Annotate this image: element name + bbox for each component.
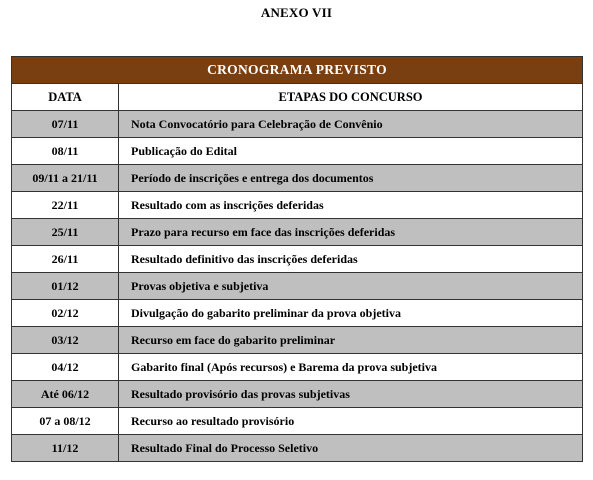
row-step: Divulgação do gabarito preliminar da prova objetiva (119, 300, 583, 327)
row-date: 26/11 (12, 246, 119, 273)
row-date: 07 a 08/12 (12, 408, 119, 435)
table-row (12, 273, 583, 300)
table-banner-row (12, 57, 583, 84)
row-date: 08/11 (12, 138, 119, 165)
row-date: 09/11 a 21/11 (12, 165, 119, 192)
table-header-row (12, 84, 583, 111)
table-banner: CRONOGRAMA PREVISTO (12, 57, 583, 84)
step-column-header: ETAPAS DO CONCURSO (119, 84, 583, 111)
table-row (12, 138, 583, 165)
table-row (12, 111, 583, 138)
table-row (12, 327, 583, 354)
schedule-table (11, 56, 583, 462)
row-step: Resultado provisório das provas subjetivas (119, 381, 583, 408)
row-date: 22/11 (12, 192, 119, 219)
row-date: 04/12 (12, 354, 119, 381)
row-date: 07/11 (12, 111, 119, 138)
table-row (12, 354, 583, 381)
row-step: Resultado com as inscrições deferidas (119, 192, 583, 219)
row-step: Provas objetiva e subjetiva (119, 273, 583, 300)
row-step: Recurso ao resultado provisório (119, 408, 583, 435)
table-row (12, 246, 583, 273)
row-date: 01/12 (12, 273, 119, 300)
row-step: Nota Convocatório para Celebração de Convênio (119, 111, 583, 138)
table-row (12, 381, 583, 408)
row-step: Recurso em face do gabarito preliminar (119, 327, 583, 354)
row-date: 03/12 (12, 327, 119, 354)
table-row (12, 408, 583, 435)
table-body (12, 111, 583, 462)
row-date: Até 06/12 (12, 381, 119, 408)
table-row (12, 300, 583, 327)
row-date: 02/12 (12, 300, 119, 327)
table-row (12, 192, 583, 219)
annex-title: ANEXO VII (260, 5, 333, 20)
table-row (12, 219, 583, 246)
row-date: 11/12 (12, 435, 119, 462)
row-step: Resultado definitivo das inscrições deferidas (119, 246, 583, 273)
row-step: Período de inscrições e entrega dos documentos (119, 165, 583, 192)
table-row (12, 435, 583, 462)
row-step: Gabarito final (Após recursos) e Barema da prova subjetiva (119, 354, 583, 381)
date-column-header: DATA (12, 84, 119, 111)
row-step: Publicação do Edital (119, 138, 583, 165)
row-step: Resultado Final do Processo Seletivo (119, 435, 583, 462)
table-row (12, 165, 583, 192)
row-date: 25/11 (12, 219, 119, 246)
row-step: Prazo para recurso em face das inscrições deferidas (119, 219, 583, 246)
